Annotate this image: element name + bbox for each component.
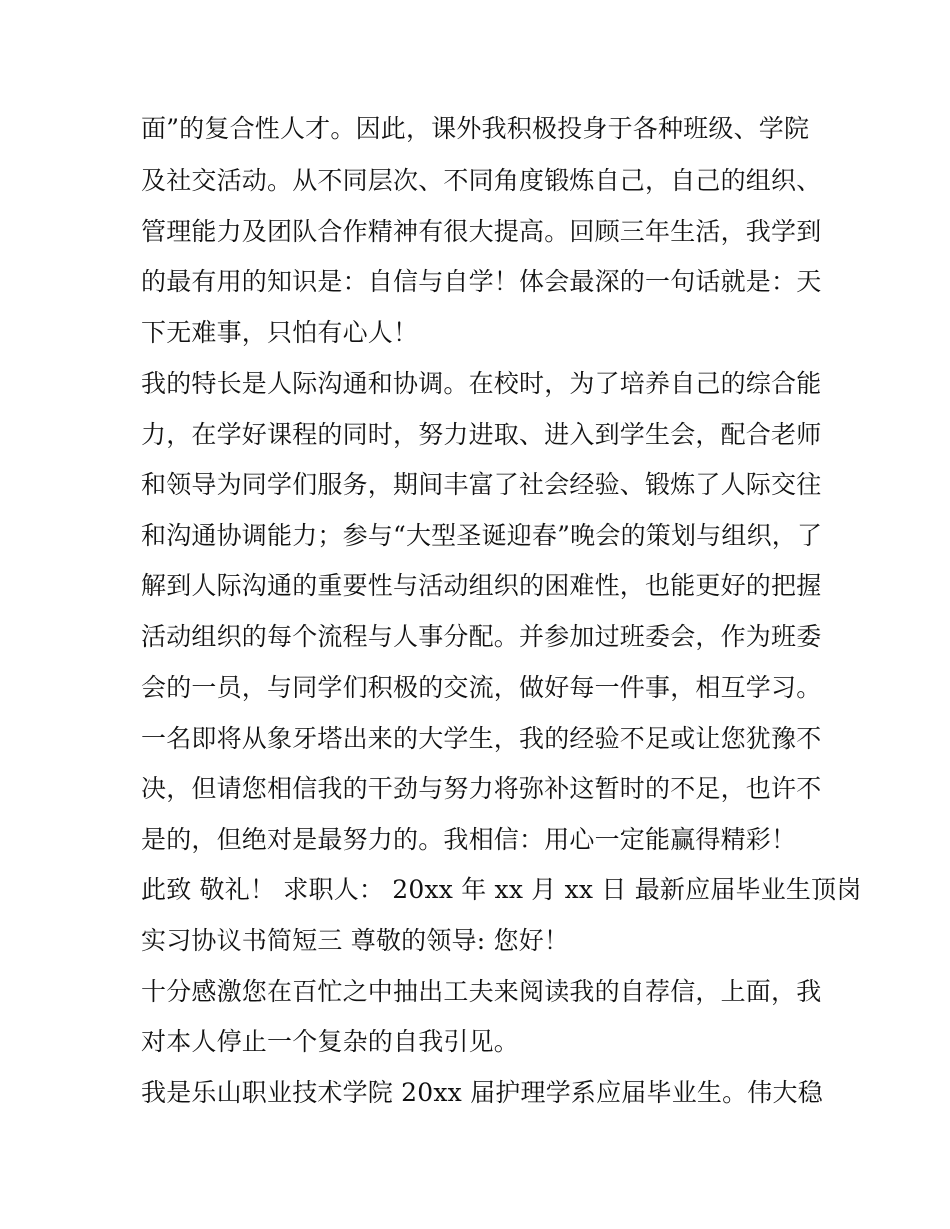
text-line: 实习协议书简短三 尊敬的领导: 您好！ <box>141 926 570 955</box>
text-line: 会的一员，与同学们积极的交流，做好每一件事，相互学习。 <box>141 673 822 702</box>
text-line: 下无难事，只怕有心人！ <box>141 318 419 347</box>
text-line: 此致 敬礼！ 求职人： 20xx 年 xx 月 xx 日 最新应届毕业生顶岗 <box>141 875 862 904</box>
text-line: 十分感激您在百忙之中抽出工夫来阅读我的自荐信，上面，我 <box>141 977 822 1006</box>
text-line: 解到人际沟通的重要性与活动组织的困难性，也能更好的把握 <box>141 571 822 600</box>
text-line: 和领导为同学们服务，期间丰富了社会经验、锻炼了人际交往 <box>141 470 822 499</box>
text-line: 我的特长是人际沟通和协调。在校时，为了培养自己的综合能 <box>141 369 822 398</box>
text-line: 力，在学好课程的同时，努力进取、进入到学生会，配合老师 <box>141 420 822 449</box>
text-line: 面”的复合性人才。因此，课外我积极投身于各种班级、学院 <box>141 114 810 143</box>
text-line: 管理能力及团队合作精神有很大提高。回顾三年生活，我学到 <box>141 217 822 246</box>
text-line: 活动组织的每个流程与人事分配。并参加过班委会，作为班委 <box>141 622 822 651</box>
text-line: 的最有用的知识是：自信与自学！体会最深的一句话就是：天 <box>141 267 822 296</box>
text-line: 一名即将从象牙塔出来的大学生，我的经验不足或让您犹豫不 <box>141 724 822 753</box>
text-line: 是的，但绝对是最努力的。我相信：用心一定能赢得精彩！ <box>141 825 797 854</box>
text-line: 决，但请您相信我的干劲与努力将弥补这暂时的不足，也许不 <box>141 774 822 803</box>
text-line: 及社交活动。从不同层次、不同角度锻炼自己，自己的组织、 <box>141 166 822 195</box>
text-line: 我是乐山职业技术学院 20xx 届护理学系应届毕业生。伟大稳 <box>141 1078 823 1107</box>
text-line: 对本人停止一个复杂的自我引见。 <box>141 1027 520 1056</box>
text-line: 和沟通协调能力；参与“大型圣诞迎春”晚会的策划与组织，了 <box>141 521 823 550</box>
